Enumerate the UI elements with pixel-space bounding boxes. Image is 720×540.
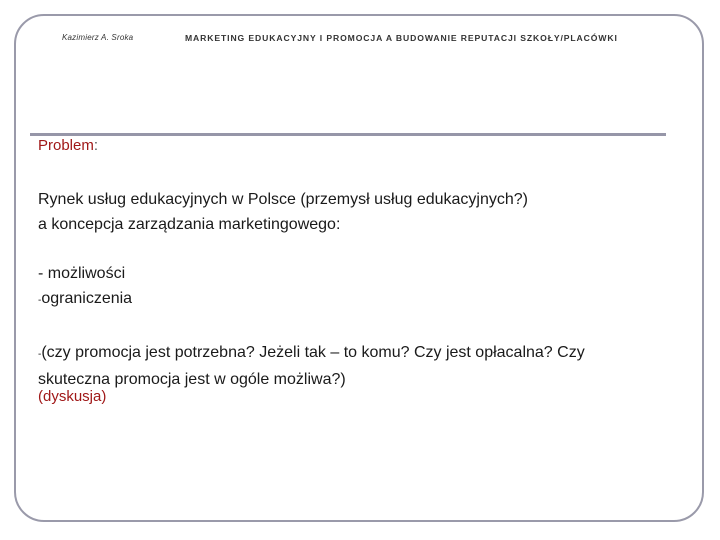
bullet-possibilities: - możliwości (38, 265, 126, 282)
problem-heading (38, 137, 98, 154)
header-divider (30, 133, 666, 136)
market-line-2: a koncepcja zarządzania marketingowego: (38, 216, 341, 233)
question-line-1 (38, 340, 678, 367)
question-line-2: skuteczna promocja jest w ogóle możliwa?) (38, 371, 346, 388)
header-title: MARKETING EDUKACYJNY I PROMOCJA A BUDOWANIE REPUTACJI SZKOŁY/PLACÓWKI (185, 33, 618, 43)
bullet-list (38, 261, 132, 313)
bullet-limitations-dash: - (38, 295, 42, 306)
problem-label: Problem (38, 137, 94, 154)
bullet-limitations (38, 286, 132, 313)
question-dash: - (38, 349, 42, 360)
discussion-note: (dyskusja) (38, 388, 107, 405)
question-paragraph (38, 340, 678, 392)
market-paragraph (38, 187, 678, 237)
bullet-limitations-text: ograniczenia (41, 290, 133, 307)
question-text-1: (czy promocja jest potrzebna? Jeżeli tak – to komu? Czy jest opłacalna? Czy (41, 344, 585, 361)
author-name: Kazimierz A. Sroka (62, 33, 134, 42)
problem-colon: : (93, 137, 99, 154)
market-line-1: Rynek usług edukacyjnych w Polsce (przemysł usług edukacyjnych?) (38, 191, 528, 208)
